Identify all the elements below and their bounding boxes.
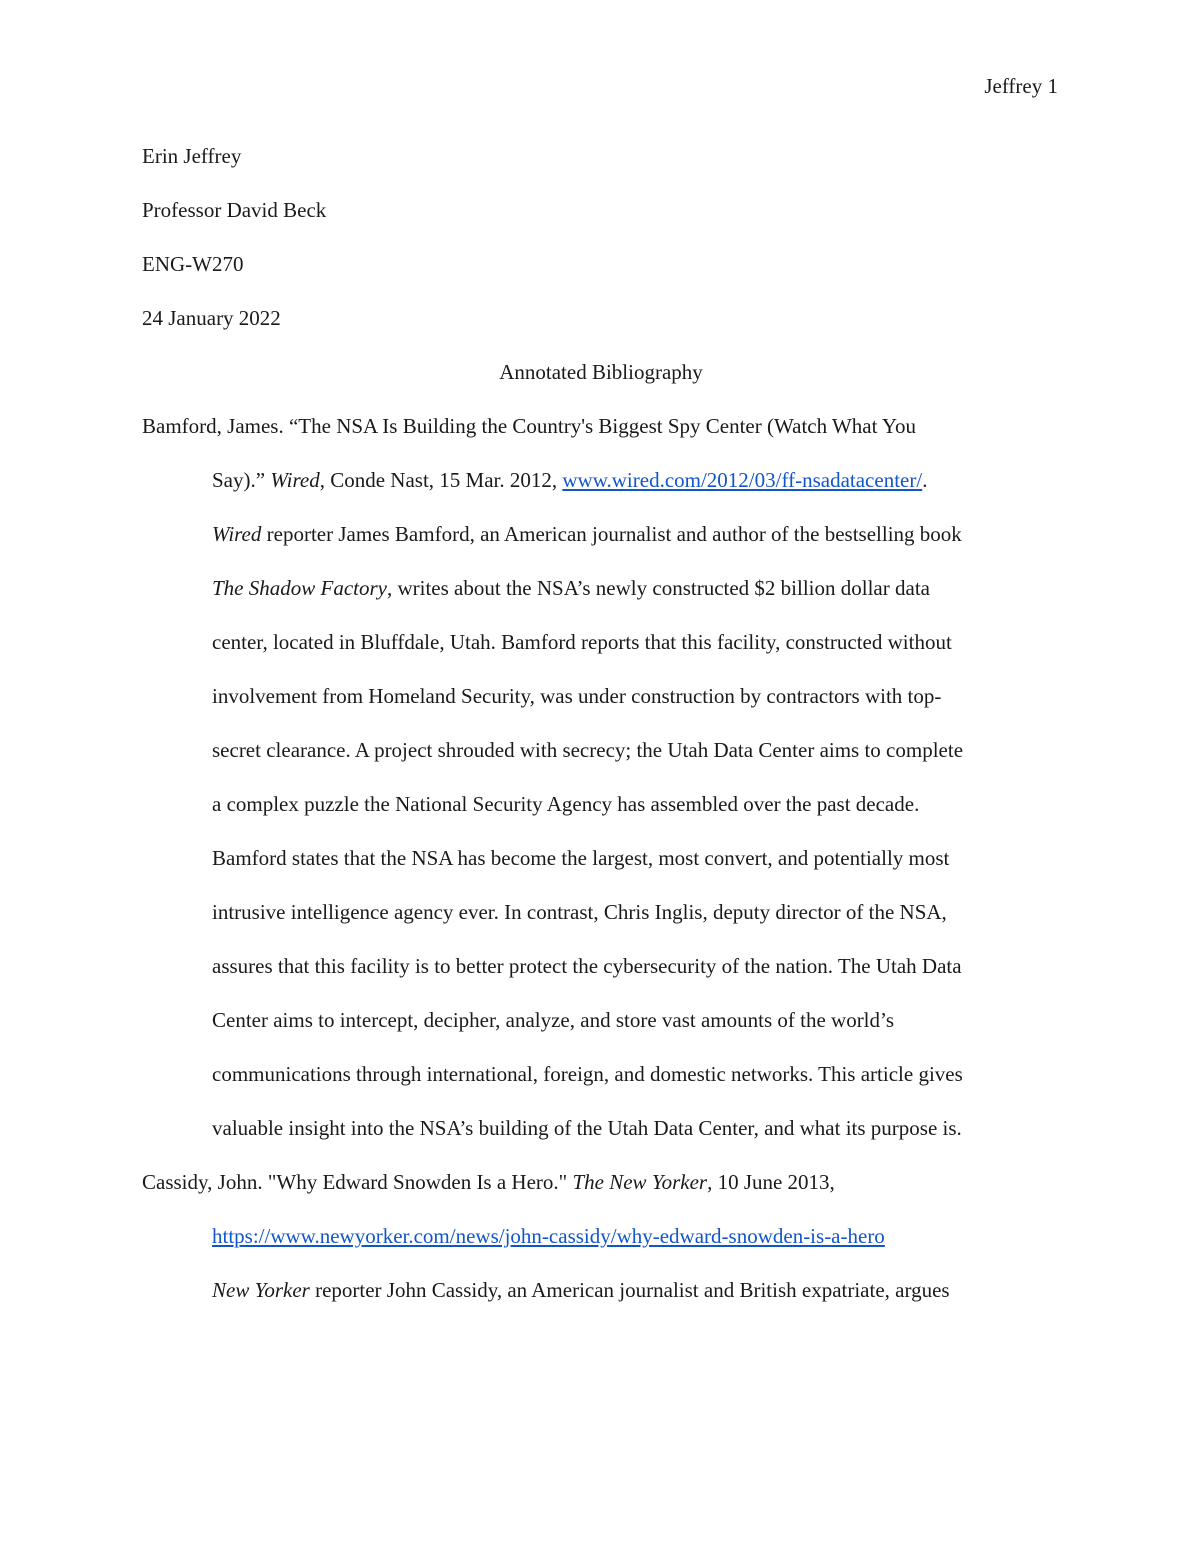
running-header: Jeffrey 1 — [984, 74, 1058, 98]
annotation-line: The Shadow Factory, writes about the NSA’s newly constructed $2 billion dollar data — [212, 576, 930, 600]
annotation-line: communications through international, foreign, and domestic networks. This article gives — [212, 1062, 963, 1086]
bibliography-entry — [142, 1166, 1060, 1328]
citation-line — [142, 410, 1060, 464]
annotation-line: Bamford states that the NSA has become the largest, most convert, and potentially most — [212, 846, 950, 870]
course-code: ENG-W270 — [142, 252, 244, 276]
annotation-line: center, located in Bluffdale, Utah. Bamford reports that this facility, constructed without — [212, 630, 952, 654]
citation-author: Bamford, James. — [142, 414, 289, 438]
citation-title-end: Say).” — [212, 468, 271, 492]
annotation-line: New Yorker reporter John Cassidy, an American journalist and British expatriate, argues — [212, 1278, 950, 1302]
citation-line: Say).” Wired, Conde Nast, 15 Mar. 2012, www.wired.com/2012/03/ff-nsadatacenter/. — [212, 468, 928, 492]
annotation-line: Center aims to intercept, decipher, analyze, and store vast amounts of the world’s — [212, 1008, 895, 1032]
citation-publication: The New Yorker — [572, 1170, 708, 1194]
annotation-line: Wired reporter James Bamford, an American journalist and author of the bestselling book — [212, 522, 962, 546]
annotation-line: a complex puzzle the National Security Agency has assembled over the past decade. — [212, 792, 920, 816]
annotation-line: involvement from Homeland Security, was under construction by contractors with top- — [212, 684, 942, 708]
citation-publication: Wired — [270, 468, 320, 492]
citation-date: , 10 June 2013, — [707, 1170, 835, 1194]
annotation-line: valuable insight into the NSA’s building of the Utah Data Center, and what its purpose is. — [212, 1116, 962, 1140]
document-date: 24 January 2022 — [142, 306, 281, 330]
annotation-line: intrusive intelligence agency ever. In contrast, Chris Inglis, deputy director of the NSA, — [212, 900, 947, 924]
document-title: Annotated Bibliography — [499, 360, 703, 384]
citation-url-link[interactable]: www.wired.com/2012/03/ff-nsadatacenter/ — [562, 468, 923, 492]
annotation-line: secret clearance. A project shrouded with secrecy; the Utah Data Center aims to complete — [212, 738, 964, 762]
citation-line — [142, 1220, 1060, 1274]
author-name: Erin Jeffrey — [142, 144, 242, 168]
bibliography-entry — [142, 410, 1060, 1166]
citation-publisher-date: , Conde Nast, 15 Mar. 2012, — [319, 468, 563, 492]
citation-title: "Why Edward Snowden Is a Hero." — [267, 1170, 573, 1194]
instructor-name: Professor David Beck — [142, 198, 327, 222]
document-body — [142, 140, 1060, 1328]
annotation-line: assures that this facility is to better protect the cybersecurity of the nation. The Utah Data — [212, 954, 962, 978]
citation-author: Cassidy, John. — [142, 1170, 268, 1194]
citation-url-link[interactable]: https://www.newyorker.com/news/john-cassidy/why-edward-snowden-is-a-hero — [212, 1224, 885, 1248]
citation-line — [142, 1166, 1060, 1220]
citation-title: “The NSA Is Building the Country's Biggest Spy Center (Watch What You — [288, 414, 916, 438]
